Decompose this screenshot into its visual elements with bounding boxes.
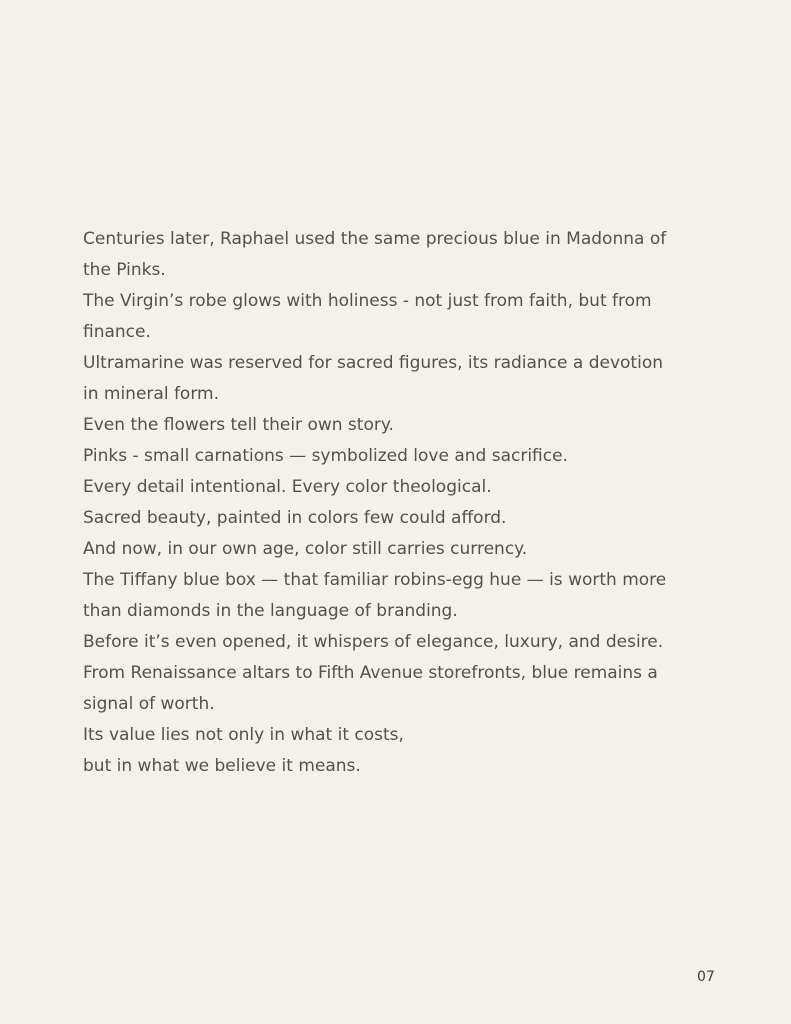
body-line: Every detail intentional. Every color theological.: [83, 477, 492, 497]
body-line: Even the flowers tell their own story.: [83, 415, 394, 435]
body-line: signal of worth.: [83, 694, 215, 714]
body-line: Sacred beauty, painted in colors few could afford.: [83, 508, 507, 528]
body-line: in mineral form.: [83, 384, 219, 404]
body-text: [83, 224, 723, 782]
body-line: but in what we believe it means.: [83, 756, 361, 776]
body-line: the Pinks.: [83, 260, 166, 280]
body-line: The Virgin’s robe glows with holiness - not just from faith, but from: [83, 291, 652, 311]
body-line: Its value lies not only in what it costs,: [83, 725, 404, 745]
body-line: than diamonds in the language of branding.: [83, 601, 458, 621]
body-line: finance.: [83, 322, 151, 342]
body-line: Before it’s even opened, it whispers of elegance, luxury, and desire.: [83, 632, 664, 652]
body-line: The Tiffany blue box — that familiar robins-egg hue — is worth more: [83, 570, 667, 590]
body-line: Centuries later, Raphael used the same precious blue in Madonna of: [83, 229, 667, 249]
page-number: 07: [697, 969, 715, 985]
body-line: And now, in our own age, color still carries currency.: [83, 539, 528, 559]
body-line: From Renaissance altars to Fifth Avenue storefronts, blue remains a: [83, 663, 658, 683]
body-line: Pinks - small carnations — symbolized love and sacrifice.: [83, 446, 568, 466]
body-line: Ultramarine was reserved for sacred figures, its radiance a devotion: [83, 353, 663, 373]
